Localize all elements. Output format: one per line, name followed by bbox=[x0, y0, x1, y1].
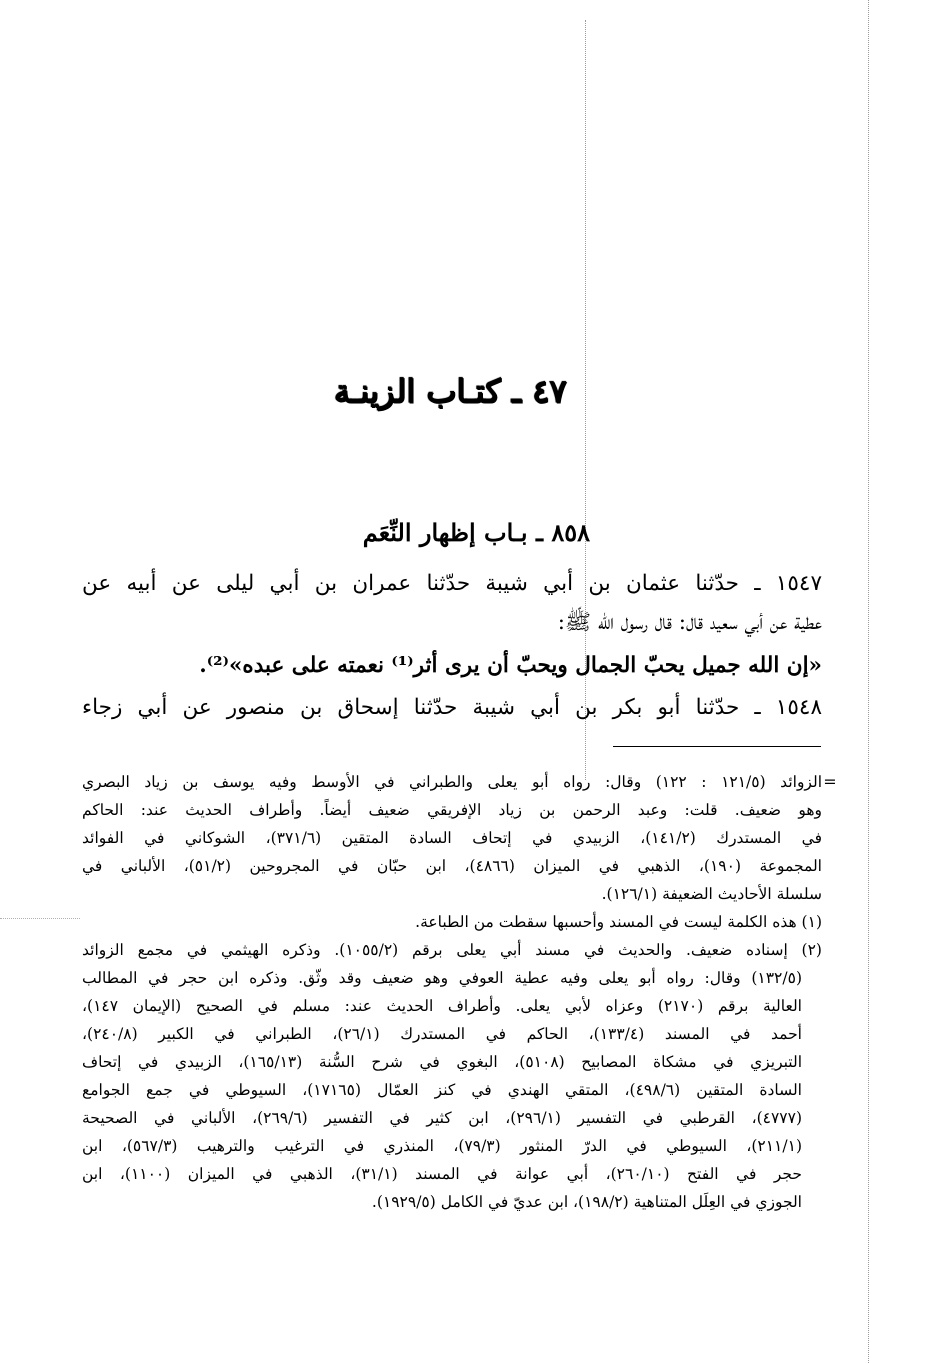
chapter-heading: ٤٧ ـ كتـاب الزينـة bbox=[333, 372, 567, 410]
scan-dots-right bbox=[868, 0, 870, 1363]
footnote-line: الزوائد (١٢١/٥ : ١٢٢) وقال: رواه أبو يعلى والطبراني في الأوسط وفيه يوسف بن زياد البصري bbox=[82, 773, 822, 791]
continuation-marker: = bbox=[823, 772, 837, 791]
section-heading: ٨٥٨ ـ بـاب إظهار النِّعَم bbox=[362, 518, 590, 547]
footnote-line: سلسلة الأحاديث الضعيفة (١٢٦/١). bbox=[601, 885, 822, 903]
footnote-line: السادة المتقين (٤٩٨/٦)، المتقي الهندي في كنز العمّال (١٧١٦٥)، السيوطي في جمع الجوامع bbox=[82, 1081, 802, 1099]
body-line: ١٥٤٧ ـ حدّثنا عثمان بن أبي شيبة حدّثنا عمران بن أبي ليلى عن أبيه عن bbox=[82, 571, 822, 596]
footnote-line: حجر في الفتح (٢٦٠/١٠)، أبي عوانة في المسند (٣١/١)، الذهبي في الميزان (١١٠٠)، ابن bbox=[82, 1165, 802, 1183]
footnote-1: (١) هذه الكلمة ليست في المسند وأحسبها سقطت من الطباعة. bbox=[415, 913, 822, 931]
footnote-line: المجموعة (١٩٠)، الذهبي في الميزان (٤٨٦٦)، ابن حبّان في المجروحين (٥١/٢)، الألباني في bbox=[82, 857, 822, 875]
footnote-line: التبريزي في مشكاة المصابيح (٥١٠٨)، البغوي في شرح السُّنة (١٦٥/١٣)، الزبيدي في إتحاف bbox=[82, 1053, 802, 1071]
body-line: ١٥٤٨ ـ حدّثنا أبو بكر بن أبي شيبة حدّثنا إسحاق بن منصور عن أبي زجاء bbox=[82, 695, 822, 720]
footnote-line: (٤٧٧٧)، القرطبي في التفسير (٢٩٦/١)، ابن كثير في التفسير (٢٦٩/٦)، الألباني في الصحيحة bbox=[82, 1109, 802, 1127]
footnote-separator bbox=[613, 746, 821, 747]
hadith-text: «إن الله جميل يحبّ الجمال ويحبّ أن يرى أثر⁽¹⁾ نعمته على عبده»⁽²⁾. bbox=[199, 653, 822, 678]
footnote-2: (٢) إسناده ضعيف. والحديث في مسند أبي يعلى برقم (١٠٥٥/٢). وذكره الهيثمي في مجمع الزوائد bbox=[82, 941, 822, 959]
footnote-line: في المستدرك (١٤١/٢)، الزبيدي في إتحاف السادة المتقين (٣٧١/٦)، الشوكاني في الفوائد bbox=[82, 829, 822, 847]
body-line: عطية عن أبي سعيد قال: قال رسول الله ﷺ: bbox=[557, 610, 822, 635]
scan-dots-bottom bbox=[0, 918, 80, 920]
footnote-line: العالية برقم (٢١٧٠) وعزاه لأبي يعلى. وأطراف الحديث عند: مسلم في الصحيح (الإيمان ١٤٧)، bbox=[82, 997, 802, 1015]
footnote-line: الجوزي في العِلَل المتناهية (١٩٨/٢)، ابن عديّ في الكامل (١٩٢٩/٥). bbox=[371, 1193, 802, 1211]
footnote-line: وهو ضعيف. قلت: وعبد الرحمن بن زياد الإفريقي ضعيف أيضاً. وأطراف الحديث عند: الحاكم bbox=[82, 801, 822, 819]
footnote-line: (١٣٢/٥) وقال: رواه أبو يعلى وفيه عطية العوفي وهو ضعيف وقد وثّق. وذكره ابن حجر في المطالب bbox=[82, 969, 802, 987]
footnote-line: أحمد في المسند (١٣٣/٤)، الحاكم في المستدرك (٢٦/١)، الطبراني في الكبير (٢٤٠/٨)، bbox=[82, 1025, 802, 1043]
footnote-line: (٢١١/١)، السيوطي في الدرّ المنثور (٧٩/٣)، المنذري في الترغيب والترهيب (٥٦٧/٣)، ابن bbox=[82, 1137, 802, 1155]
